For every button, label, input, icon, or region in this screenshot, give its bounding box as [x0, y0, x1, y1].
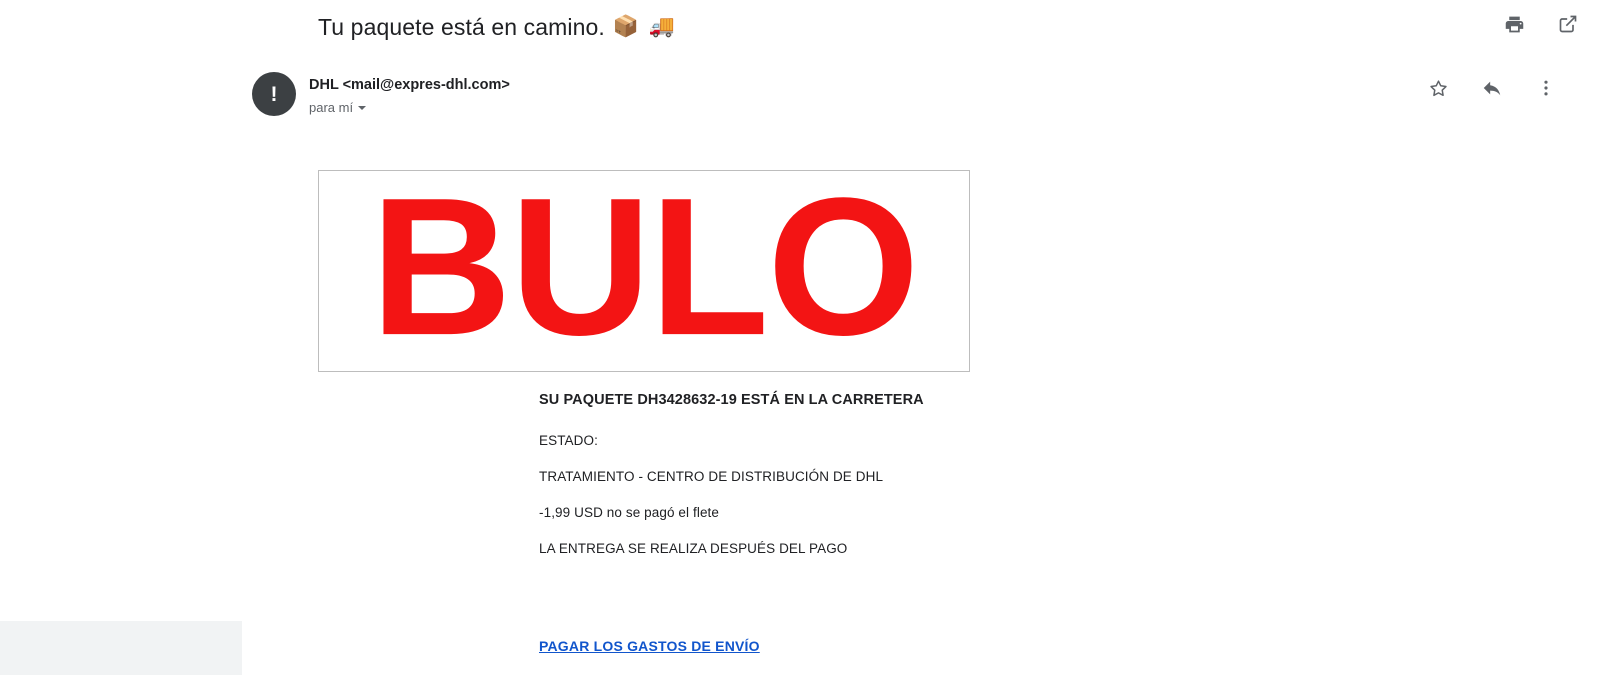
reply-icon[interactable] — [1478, 74, 1506, 102]
subject-row — [318, 10, 1400, 44]
subject-emoji: 📦 🚚 — [612, 15, 678, 38]
email-body — [252, 150, 1600, 675]
pay-shipping-link[interactable]: PAGAR LOS GASTOS DE ENVÍO — [539, 638, 760, 654]
avatar — [252, 72, 296, 116]
recipient-label: para mí — [309, 100, 354, 115]
open-in-new-icon[interactable] — [1554, 10, 1582, 38]
message-actions — [1424, 74, 1560, 102]
left-gutter — [0, 621, 242, 675]
email-line-delivery: LA ENTREGA SE REALIZA DESPUÉS DEL PAGO — [539, 541, 848, 556]
chevron-down-icon — [358, 106, 366, 110]
email-subject: Tu paquete está en camino. — [318, 14, 605, 40]
star-icon[interactable] — [1424, 74, 1452, 102]
avatar-glyph: ! — [270, 82, 278, 106]
hoax-banner — [318, 170, 970, 372]
more-vert-icon[interactable] — [1532, 74, 1560, 102]
print-icon[interactable] — [1500, 10, 1528, 38]
email-line-status-value: TRATAMIENTO - CENTRO DE DISTRIBUCIÓN DE DHL — [539, 469, 884, 484]
sender-row — [252, 70, 1580, 126]
sender-name: DHL <mail@expres-dhl.com> — [309, 77, 510, 93]
email-headline: SU PAQUETE DH3428632-19 ESTÁ EN LA CARRETERA — [539, 392, 924, 408]
recipient-toggle[interactable] — [309, 99, 510, 117]
email-line-fee: -1,99 USD no se pagó el flete — [539, 505, 720, 520]
email-line-status-label: ESTADO: — [539, 433, 598, 448]
window-actions — [1500, 10, 1582, 38]
email-text-column — [539, 390, 1299, 656]
hoax-banner-label: BULO — [370, 170, 918, 372]
sender-info — [309, 75, 510, 117]
